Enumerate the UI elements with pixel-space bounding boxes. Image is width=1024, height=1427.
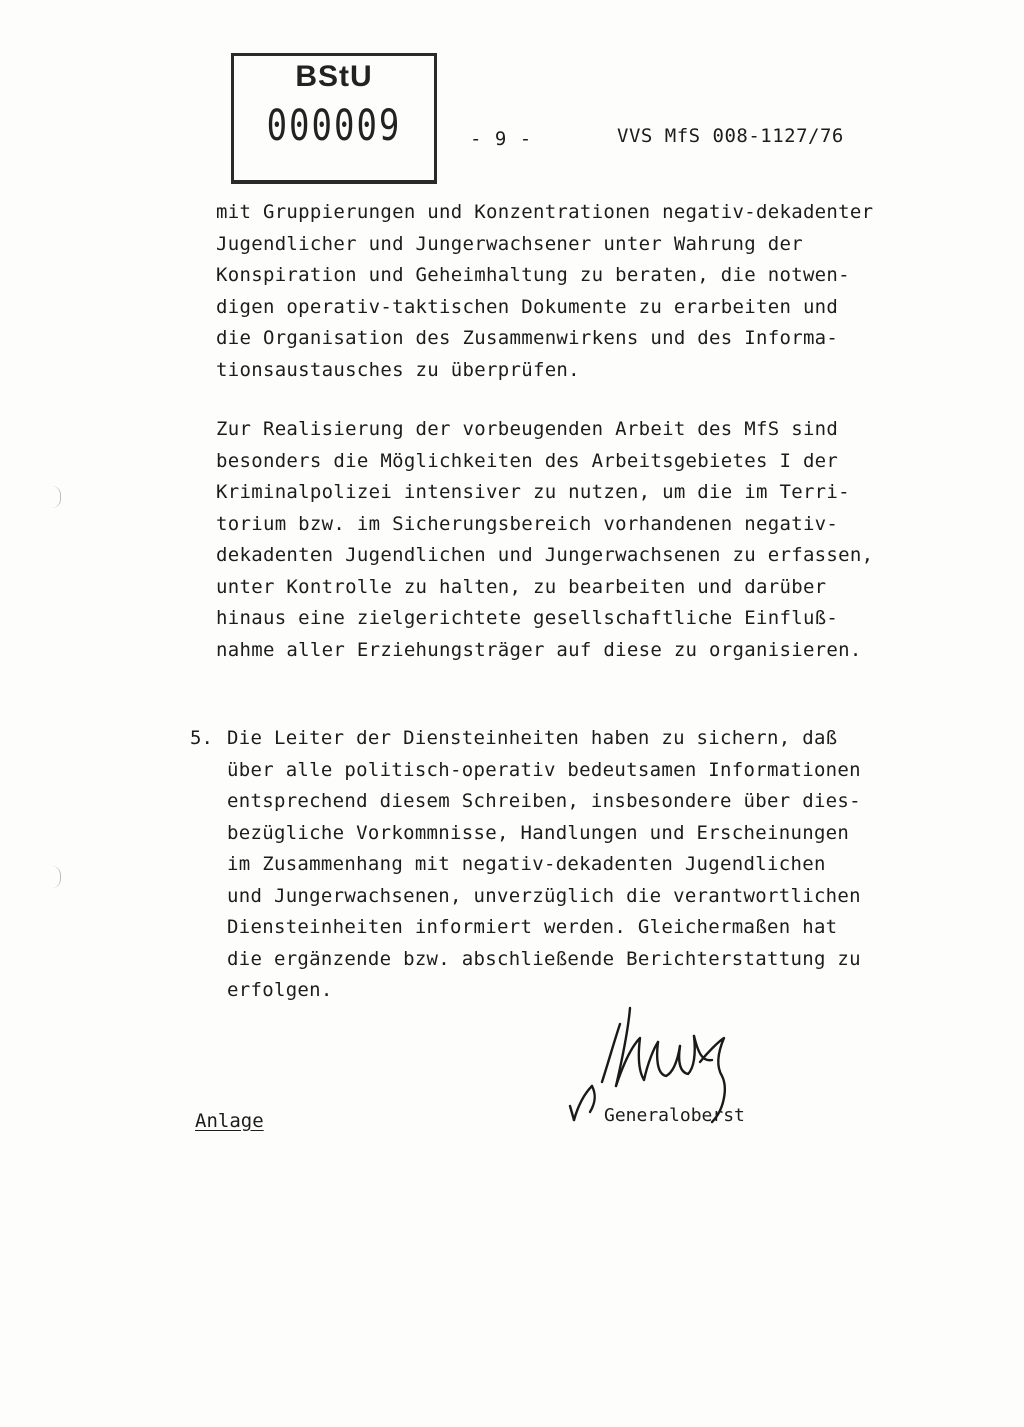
punch-hole-mark	[52, 866, 61, 888]
archive-stamp	[231, 53, 437, 184]
page-number: - 9 -	[470, 128, 533, 150]
paragraph-realisation: Zur Realisierung der vorbeugenden Arbeit des MfS sind besonders die Möglichkeiten des Arbeitsgebietes I der Kriminalpolizei intensiver zu nutzen, um die im Terri- torium bzw. im Sicherungsbereich vorhandenen negativ- dekadenten Jugendlichen und Jungerwachsenen zu erfassen, unter Kontrolle zu halten, zu bearbeiten und darüber hinaus eine zielgerichtete gesellschaftliche Einfluß- nahme aller Erziehungsträger auf diese zu organisieren.	[216, 418, 874, 661]
annex-label: Anlage	[195, 1110, 264, 1132]
paragraph-item-5: Die Leiter der Diensteinheiten haben zu sichern, daß über alle politisch-operativ bedeutsamen Informationen entsprechend diesem Schreiben, insbesondere über dies- bezügliche Vorkommnisse, Handlungen und Erscheinungen im Zusammenhang mit negativ-dekadenten Jugendlichen und Jungerwachsenen, unverzüglich die verantwortlichen Diensteinheiten informiert werden. Gleichermaßen hat die ergänzende bzw. abschließende Berichterstattung zu erfolgen.	[227, 727, 861, 1001]
signatory-title: Generaloberst	[604, 1105, 745, 1126]
paragraph-continuation: mit Gruppierungen und Konzentrationen negativ-dekadenter Jugendlicher und Jungerwachsener unter Wahrung der Konspiration und Geheimhaltung zu beraten, die notwen- digen operativ-taktischen Dokumente zu erarbeiten und die Organisation des Zusammenwirkens und des Informa- tionsaustausches zu überprüfen.	[216, 201, 874, 381]
stamp-org: BStU	[295, 60, 373, 93]
list-item-number: 5.	[190, 727, 213, 749]
document-reference: VVS MfS 008-1127/76	[617, 125, 844, 147]
punch-hole-mark	[52, 486, 61, 508]
stamp-number: 000009	[266, 101, 402, 151]
